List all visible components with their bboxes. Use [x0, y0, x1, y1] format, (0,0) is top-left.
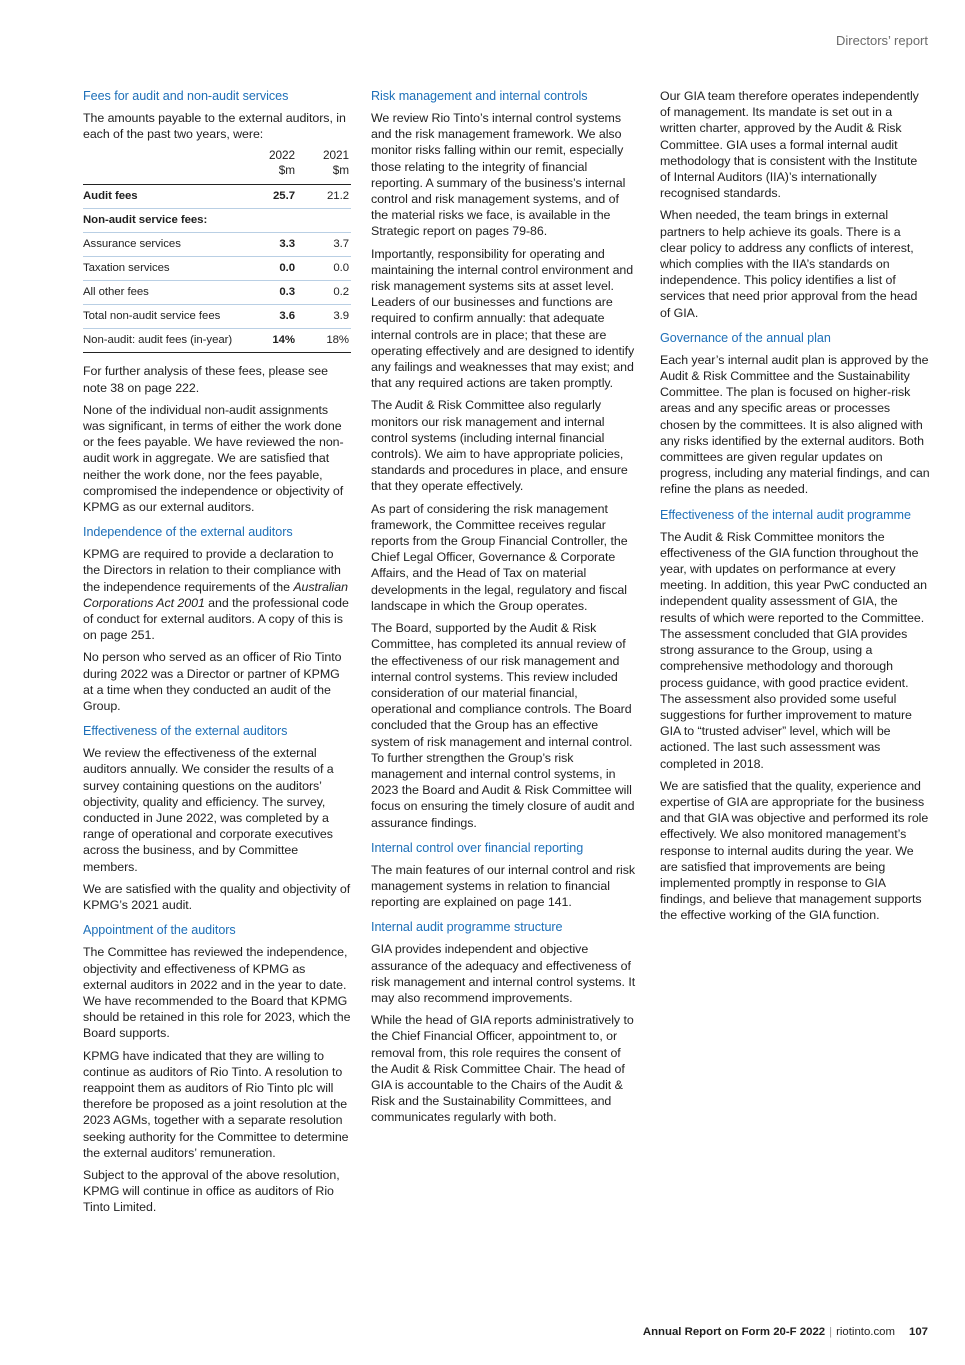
column-left — [83, 88, 351, 1222]
fees-table-header — [83, 148, 351, 185]
fees-paragraph: For further analysis of these fees, please see note 38 on page 222. — [83, 364, 328, 395]
appointment-paragraph: Subject to the approval of the above resolution, KPMG will continue in office as auditors of Rio Tinto Limited. — [83, 1167, 340, 1215]
column-right — [660, 88, 930, 930]
effectiveness-paragraph: We review the effectiveness of the external auditors annually. We consider the results of a survey containing questions on the auditors’ objectivity, quality and efficiency. The survey, conducted in June 2022, was completed by a range of operational and corporate executives across the business, and by Committee members. — [83, 746, 334, 874]
fees-paragraph: None of the individual non-audit assignments was significant, in terms of either the work done or the fees payable. We have reviewed the non-audit work in aggregate. We are satisfied that neither the work done, nor the fees payable, compromised the independence or objectivity of KPMG as our external auditors. — [83, 402, 344, 515]
page-number: 107 — [908, 1326, 928, 1338]
gia-paragraph: Our GIA team therefore operates independently of management. Its mandate is set out in a written charter, approved by the Audit & Risk Committee. GIA uses a formal internal audit methodology that is consistent with the Institute of Internal Auditors (IIA)’s internationally recognised standards. — [660, 89, 919, 201]
governance-heading: Governance of the annual plan — [660, 330, 831, 345]
appointment-paragraph: KPMG have indicated that they are willing to continue as auditors of Rio Tinto. A resolution to reappoint them as auditors of Rio Tinto plc will therefore be proposed as a joint resolution at the 2023 AGMs, together with a separate resolution seeking authority for the Committee to determine the external auditors’ remuneration. — [83, 1048, 349, 1160]
table-row: Taxation services 0.0 0.0 — [83, 257, 351, 281]
table-row: Non-audit: audit fees (in-year) 14% 18% — [83, 329, 351, 353]
col-2021-header: 2021 $m — [305, 148, 351, 185]
independence-paragraph: No person who served as an officer of Rio Tinto during 2022 was a Director or partner of KPMG at a time when they conducted an audit of the Group. — [83, 650, 342, 714]
risk-paragraph: Importantly, responsibility for operating and maintaining the internal control environment and risk management systems sits at asset level. Leaders of our businesses and functions are required to confirm annually: that adequate internal controls are in place; that these are operating effectively and are designed to identify any failings and weaknesses that may exist; and that any required actions are taken promptly. — [371, 246, 635, 391]
internal-audit-paragraph: While the head of GIA reports administratively to the Chief Financial Officer, appointment to, or removal from, this role requires the consent of the Audit & Risk Committee Chair. The head of GIA is accountable to the Chairs of the Audit & Risk and the Sustainability Committees, and communicates regularly with both. — [371, 1013, 634, 1125]
footer-separator: | — [829, 1326, 833, 1338]
fees-heading: Fees for audit and non-audit services — [83, 89, 289, 103]
section-label: Directors’ report — [836, 33, 928, 48]
risk-heading: Risk management and internal controls — [371, 89, 588, 103]
table-row: Total non-audit service fees 3.6 3.9 — [83, 305, 351, 329]
fees-table — [83, 148, 351, 353]
col-2022-header: 2022 $m — [247, 148, 305, 185]
gia-paragraph: When needed, the team brings in external partners to help achieve its goals. There is a clear policy to address any conflicts of interest, which complies with the IIA’s standards on independence. This policy identifies a list of services that need prior approval from the head of GIA. — [660, 208, 918, 320]
effectiveness-internal-heading: Effectiveness of the internal audit programme — [660, 507, 911, 522]
icfr-paragraph: The main features of our internal control and risk management systems in relation to financial reporting are explained on page 141. — [371, 862, 636, 910]
table-row: All other fees 0.3 0.2 — [83, 281, 351, 305]
effectiveness-paragraph: We are satisfied with the quality and objectivity of KPMG’s 2021 audit. — [83, 881, 351, 913]
effectiveness-external-heading: Effectiveness of the external auditors — [83, 724, 288, 739]
governance-paragraph: Each year’s internal audit plan is approved by the Audit & Risk Committee and the Sustainability Committee. The plan is focused on higher-risk areas and any specific areas or processes chosen by the committees. It is also aligned with any risks identified by the external auditors. Both committees are given regular updates on progress, including any material findings, and can refine the plans as needed. — [660, 352, 930, 497]
fees-intro: The amounts payable to the external auditors, in each of the past two years, were: — [83, 111, 346, 142]
table-row: Audit fees 25.7 21.2 — [83, 185, 351, 209]
website-link[interactable]: riotinto.com — [836, 1326, 895, 1338]
table-row: Non-audit service fees: — [83, 209, 351, 233]
table-row: Assurance services 3.3 3.7 — [83, 233, 351, 257]
independence-paragraph: KPMG are required to provide a declaration to the Directors in relation to their compliance with the independence requirements of the Australian Corporations Act 2001 and the professional code of conduct for external auditors. A copy of this is on page 251. — [83, 547, 349, 643]
internal-audit-paragraph: GIA provides independent and objective assurance of the adequacy and effectiveness of risk management and internal control systems. It may also recommend improvements. — [371, 942, 636, 1005]
appointment-heading: Appointment of the auditors — [83, 923, 236, 938]
risk-paragraph: The Audit & Risk Committee also regularly monitors our risk management and internal control systems (including internal financial controls). We aim to have appropriate policies, standards and procedures in place, and ensure that they operate effectively. — [371, 398, 628, 494]
appointment-paragraph: The Committee has reviewed the independence, objectivity and effectiveness of KPMG as external auditors in 2022 and in the year to date. We have recommended to the Board that KPMG should be retained in this role for 2023, which the Board supports. — [83, 945, 351, 1041]
icfr-heading: Internal control over financial reporting — [371, 840, 584, 855]
independence-heading: Independence of the external auditors — [83, 525, 293, 540]
report-title: Annual Report on Form 20-F 2022 — [642, 1326, 826, 1338]
column-middle — [371, 88, 639, 1132]
effectiveness-internal-paragraph: We are satisfied that the quality, experience and expertise of GIA are appropriate for the business and that GIA was objective and performed its role effectively. We also monitored management’s response to internal audits during the year. We are satisfied that improvements are being implemented promptly in response to GIA findings, and believe that management supports the effective working of the GIA function. — [660, 778, 929, 923]
risk-paragraph: We review Rio Tinto’s internal control systems and the risk management framework. We also monitor risks falling within our remit, especially those relating to the integrity of financial reporting. A summary of the business’s internal control and risk management systems, and of the material risks we face, is available in the Strategic report on pages 79-86. — [371, 111, 626, 239]
page-footer — [643, 1326, 928, 1338]
risk-paragraph: As part of considering the risk management framework, the Committee receives regular reports from the Group Financial Controller, the Chief Legal Officer, Governance & Corporate Affairs, and the Head of Tax on material developments in the legal, regulatory and fiscal landscape in which the Group operates. — [371, 501, 628, 613]
internal-audit-structure-heading: Internal audit programme structure — [371, 920, 563, 935]
risk-paragraph: The Board, supported by the Audit & Risk Committee, has completed its annual review of the effectiveness of our risk management and internal control systems. This review included consideration of our material financial, operational and compliance controls. The Board concluded that the Group has an effective system of risk management and internal control. To further strengthen the Group’s risk management and internal control systems, in 2023 the Board and Audit & Risk Committee will focus on ensuring the timely closure of audit and assurance findings. — [371, 621, 635, 830]
effectiveness-internal-paragraph: The Audit & Risk Committee monitors the effectiveness of the GIA function throughout the year, with updates on performance at every meeting. In addition, this year PwC conducted an independent quality assessment of GIA, the results of which were reported to the Committee. The assessment concluded that GIA provides strong assurance to the Group, using a comprehensive methodology and thorough process guidance, with good practice evident. The assessment also provided some useful suggestions for further improvement to mature GIA to “trusted adviser” level, which will be actioned. The last such assessment was completed in 2018. — [660, 529, 927, 771]
